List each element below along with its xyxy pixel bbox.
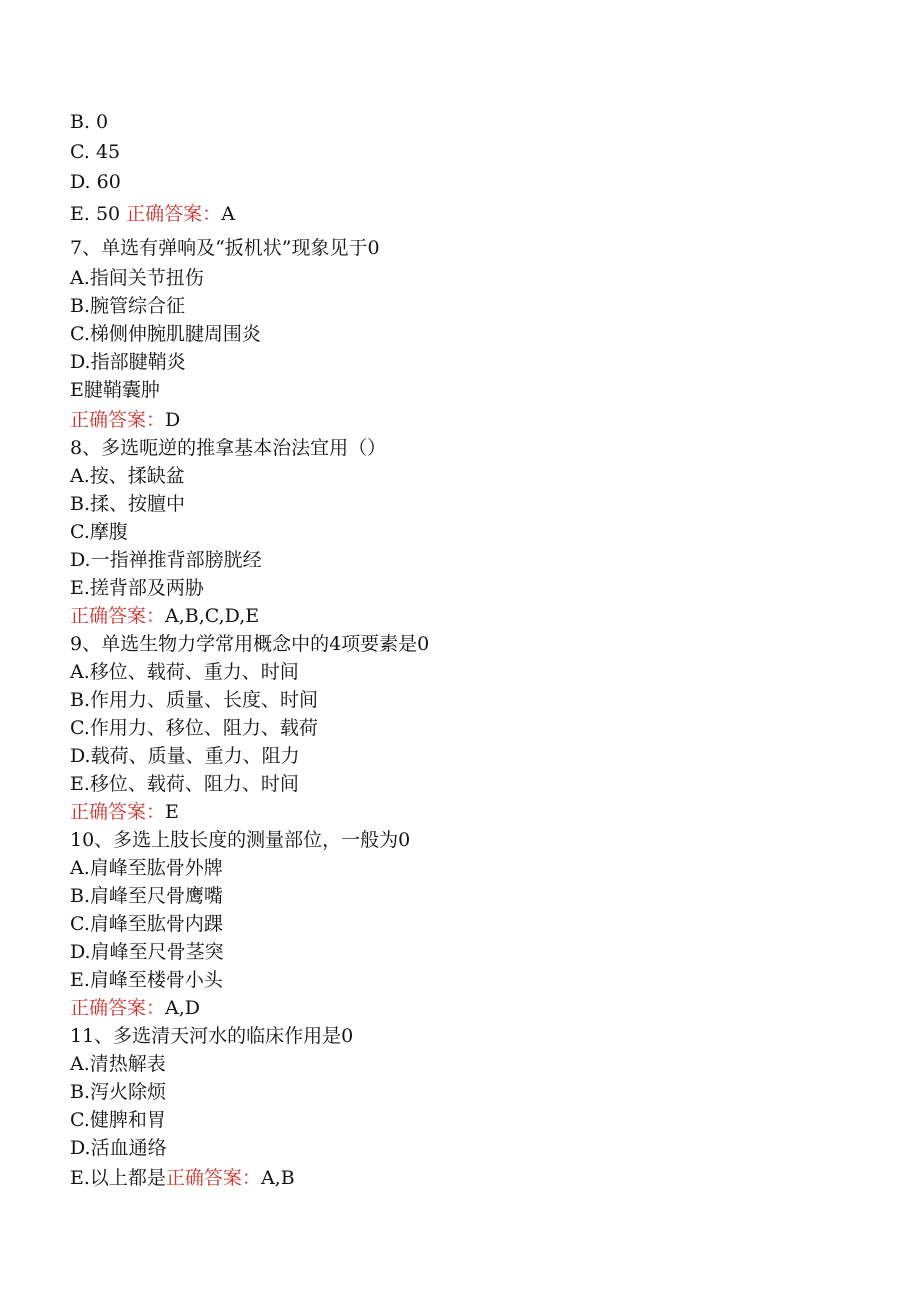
q11-stem: 11、多选清天河水的临床作用是0	[70, 1025, 354, 1047]
q9-answer-value: E	[165, 801, 179, 823]
q6-option-c: C. 45	[70, 141, 121, 163]
q11-option-e-text: E.以上都是	[70, 1167, 166, 1189]
q8-option-b: B.揉、按膻中	[70, 493, 186, 515]
q7-option-e: E腱鞘囊肿	[70, 379, 160, 401]
q10-stem: 10、多选上肢长度的测量部位，一般为0	[70, 829, 411, 851]
q7-answer	[70, 406, 180, 434]
q11-option-e	[70, 1164, 295, 1192]
q11-option-b: B.泻火除烦	[70, 1081, 167, 1103]
q7-answer-value: D	[165, 409, 181, 431]
q10-option-a: A.肩峰至肱骨外牌	[70, 857, 223, 879]
q8-option-d: D.一指禅推背部膀胱经	[70, 549, 262, 571]
q7-option-b: B.腕管综合征	[70, 295, 186, 317]
q7-answer-label: 正确答案：	[70, 409, 166, 431]
q10-option-c: C.肩峰至肱骨内踝	[70, 913, 223, 935]
q7-option-c: C.梯侧伸腕肌腱周围炎	[70, 323, 261, 345]
q9-option-a: A.移位、载荷、重力、时间	[70, 661, 299, 683]
q10-answer-value: A,D	[165, 997, 201, 1019]
q10-option-d: D.肩峰至尺骨茎突	[70, 941, 224, 963]
q10-option-e: E.肩峰至楼骨小头	[70, 969, 223, 991]
q8-option-a: A.按、揉缺盆	[70, 465, 185, 487]
q8-answer-value: A,B,C,D,E	[165, 605, 260, 627]
q9-stem: 9、单选生物力学常用概念中的4项要素是0	[70, 633, 430, 655]
q11-option-a: A.清热解表	[70, 1053, 166, 1075]
q11-answer-label: 正确答案：	[165, 1167, 261, 1189]
q6-answer-label: 正确答案：	[126, 203, 222, 225]
q8-option-e: E.搓背部及两胁	[70, 577, 204, 599]
q11-option-d: D.活血通络	[70, 1137, 167, 1159]
q8-stem: 8、多选呃逆的推拿基本治法宜用（）	[70, 437, 387, 459]
q10-option-b: B.肩峰至尺骨鹰嘴	[70, 885, 224, 907]
q10-answer	[70, 994, 200, 1022]
q6-option-e	[70, 200, 235, 228]
q11-option-c: C.健脾和胃	[70, 1109, 166, 1131]
q9-option-c: C.作用力、移位、阻力、载荷	[70, 717, 318, 739]
q6-option-d: D. 60	[70, 171, 121, 193]
q6-option-b: B. 0	[70, 111, 109, 133]
q8-answer-label: 正确答案：	[70, 605, 166, 627]
q11-answer-value: A,B	[260, 1167, 295, 1189]
q8-option-c: C.摩腹	[70, 521, 128, 543]
q7-option-a: A.指间关节扭伤	[70, 267, 204, 289]
q8-answer	[70, 602, 259, 630]
q7-option-d: D.指部腱鞘炎	[70, 351, 186, 373]
q9-answer	[70, 798, 179, 826]
q9-option-e: E.移位、载荷、阻力、时间	[70, 773, 299, 795]
q6-option-e-text: E. 50	[70, 203, 127, 225]
q6-answer-value: A	[221, 203, 235, 225]
q10-answer-label: 正确答案：	[70, 997, 166, 1019]
q9-answer-label: 正确答案：	[70, 801, 166, 823]
q9-option-b: B.作用力、质量、长度、时间	[70, 689, 319, 711]
q9-option-d: D.载荷、质量、重力、阻力	[70, 745, 300, 767]
q7-stem: 7、单选有弹响及“扳机状”现象见于0	[70, 237, 380, 259]
